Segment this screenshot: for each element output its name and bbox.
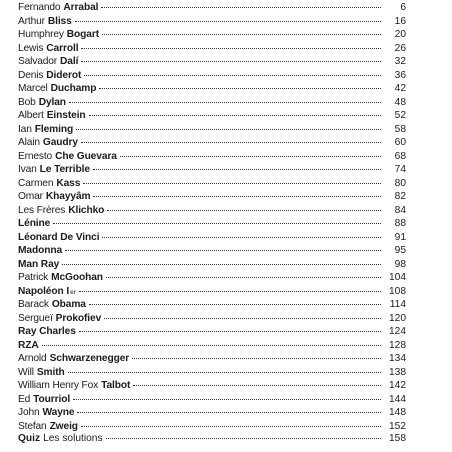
- entry-last-name: Smith: [36, 366, 65, 378]
- toc-entry: [18, 190, 406, 204]
- dot-leader: [68, 372, 381, 373]
- entry-page-number: 36: [394, 69, 406, 81]
- entry-last-name: Dalí: [60, 56, 79, 67]
- entry-page-number: 42: [394, 83, 406, 94]
- entry-last-name: Talbot: [101, 380, 131, 391]
- entry-first-name: Ernesto: [18, 150, 53, 162]
- entry-last-name: Prokofiev: [55, 312, 102, 324]
- entry-page-number: 88: [394, 218, 406, 229]
- entry-last-name: Diderot: [46, 69, 82, 81]
- entry-page-number: 144: [389, 393, 406, 405]
- entry-page-number: 138: [389, 366, 406, 378]
- toc-entry: [18, 217, 406, 231]
- entry-page-number: 120: [389, 312, 406, 324]
- quiz-page-number: 158: [389, 433, 406, 444]
- dot-leader: [120, 156, 381, 157]
- toc-entry: [18, 258, 406, 272]
- dot-leader: [99, 88, 381, 89]
- entry-first-name: Alain: [18, 137, 40, 148]
- entry-first-name: Arthur: [18, 15, 45, 27]
- toc-entry: [18, 420, 406, 434]
- toc-entry: [18, 244, 406, 258]
- entry-page-number: 58: [394, 123, 406, 135]
- dot-leader: [107, 210, 381, 211]
- entry-page-number: 32: [394, 56, 406, 67]
- dot-leader: [89, 115, 381, 116]
- toc-entry: [18, 177, 406, 191]
- dot-leader: [76, 129, 381, 130]
- entry-page-number: 148: [389, 407, 406, 418]
- toc-entry: [18, 204, 406, 218]
- entry-first-name: Fernando: [18, 2, 61, 13]
- toc-entry: [18, 82, 406, 96]
- entry-first-name: Arnold: [18, 353, 47, 364]
- entry-first-name: Ivan: [18, 164, 37, 175]
- entry-page-number: 104: [389, 272, 406, 283]
- entry-first-name: Omar: [18, 191, 43, 202]
- dot-leader: [106, 438, 381, 439]
- toc-entry: [18, 379, 406, 393]
- entry-superscript: er: [70, 288, 76, 296]
- entry-last-name: Bliss: [47, 15, 72, 27]
- toc-entry: [18, 109, 406, 123]
- entry-first-name: Bob: [18, 96, 36, 108]
- entry-page-number: 16: [394, 15, 406, 27]
- entry-last-name: McGoohan: [51, 272, 103, 283]
- dot-leader: [106, 277, 381, 278]
- entry-page-number: 108: [389, 285, 406, 297]
- entry-page-number: 98: [394, 258, 406, 270]
- toc-entry: [18, 325, 406, 339]
- dot-leader: [132, 358, 381, 359]
- entry-page-number: 84: [394, 204, 406, 216]
- toc-entry: [18, 28, 406, 42]
- toc-entry: [18, 150, 406, 164]
- dot-leader: [53, 223, 381, 224]
- entry-page-number: 114: [389, 299, 406, 310]
- entry-last-name: Schwarzenegger: [49, 353, 130, 364]
- dot-leader: [81, 48, 381, 49]
- entry-page-number: 95: [394, 245, 406, 256]
- toc-entry: [18, 15, 406, 29]
- toc-entry: [18, 96, 406, 110]
- dot-leader: [133, 385, 381, 386]
- entry-first-name: Barack: [18, 299, 49, 310]
- dot-leader: [89, 304, 381, 305]
- entry-first-name: Lewis: [18, 42, 44, 54]
- entry-first-name: Stefan: [18, 420, 47, 432]
- entry-page-number: 142: [389, 380, 406, 391]
- toc-entry: [18, 312, 406, 326]
- entry-last-name: Klichko: [68, 204, 105, 216]
- entry-last-name: Khayyâm: [45, 191, 91, 202]
- dot-leader: [73, 399, 381, 400]
- entry-page-number: 68: [394, 150, 406, 162]
- quiz-entry: [18, 432, 406, 446]
- entry-last-name: Napoléon I: [18, 285, 70, 297]
- dot-leader: [93, 196, 381, 197]
- toc-entry: [18, 42, 406, 56]
- dot-leader: [42, 345, 381, 346]
- toc-entry: [18, 163, 406, 177]
- toc-entry: [18, 285, 406, 299]
- dot-leader: [75, 21, 381, 22]
- entry-last-name: Arrabal: [63, 2, 99, 13]
- entry-last-name: Duchamp: [50, 83, 97, 94]
- entry-page-number: 152: [389, 420, 406, 432]
- entry-first-name: Ed: [18, 393, 31, 405]
- entry-page-number: 48: [394, 96, 406, 108]
- toc-entry: [18, 352, 406, 366]
- entry-last-name: Zweig: [49, 420, 78, 432]
- dot-leader: [104, 318, 381, 319]
- entry-page-number: 26: [394, 42, 406, 54]
- entry-first-name: Carmen: [18, 177, 54, 189]
- quiz-label: Quiz: [18, 433, 41, 444]
- dot-leader: [69, 102, 381, 103]
- entry-first-name: Salvador: [18, 56, 58, 67]
- entry-last-name: Bogart: [66, 29, 100, 40]
- entry-first-name: Marcel: [18, 83, 48, 94]
- dot-leader: [102, 34, 381, 35]
- dot-leader: [81, 61, 381, 62]
- dot-leader: [79, 291, 381, 292]
- entry-last-name: Gaudry: [42, 137, 78, 148]
- entry-last-name: Ray Charles: [18, 326, 76, 337]
- entry-last-name: Tourriol: [33, 393, 71, 405]
- entry-page-number: 128: [389, 339, 406, 351]
- toc-entry: [18, 393, 406, 407]
- entry-page-number: 80: [394, 177, 406, 189]
- entry-last-name: Dylan: [38, 96, 66, 108]
- entry-last-name: Léonard De Vinci: [18, 231, 100, 243]
- entry-page-number: 6: [400, 2, 406, 13]
- entry-first-name: William Henry Fox: [18, 380, 99, 391]
- toc-entry: [18, 136, 406, 150]
- entry-last-name: Man Ray: [18, 258, 60, 270]
- entry-first-name: Will: [18, 366, 34, 378]
- entry-first-name: Patrick: [18, 272, 49, 283]
- dot-leader: [77, 412, 381, 413]
- entry-last-name: Carroll: [46, 42, 79, 54]
- dot-leader: [81, 142, 381, 143]
- toc-entry: [18, 366, 406, 380]
- quiz-description: Les solutions: [43, 433, 103, 444]
- toc-entry: [18, 69, 406, 83]
- toc-entry: [18, 406, 406, 420]
- toc-entry: [18, 1, 406, 15]
- dot-leader: [84, 75, 381, 76]
- dot-leader: [62, 264, 381, 265]
- entry-last-name: Obama: [51, 299, 86, 310]
- entry-first-name: Albert: [18, 110, 44, 121]
- toc-entry: [18, 339, 406, 353]
- entry-last-name: Le Terrible: [39, 164, 90, 175]
- dot-leader: [81, 426, 381, 427]
- entry-first-name: Denis: [18, 69, 44, 81]
- dot-leader: [93, 169, 381, 170]
- entry-page-number: 52: [394, 110, 406, 121]
- entry-page-number: 60: [394, 137, 406, 148]
- entry-last-name: Madonna: [18, 245, 63, 256]
- entry-last-name: Kass: [56, 177, 81, 189]
- entry-last-name: Einstein: [46, 110, 86, 121]
- entry-page-number: 91: [394, 231, 406, 243]
- entry-page-number: 124: [389, 326, 406, 337]
- entry-last-name: Lénine: [18, 218, 51, 229]
- table-of-contents: [18, 1, 406, 433]
- entry-first-name: Humphrey: [18, 29, 64, 40]
- toc-entry: [18, 271, 406, 285]
- entry-last-name: Che Guevara: [55, 150, 117, 162]
- entry-page-number: 82: [394, 191, 406, 202]
- entry-first-name: John: [18, 407, 40, 418]
- entry-last-name: Wayne: [42, 407, 75, 418]
- dot-leader: [83, 183, 381, 184]
- entry-last-name: RZA: [18, 339, 39, 351]
- entry-page-number: 74: [394, 164, 406, 175]
- entry-last-name: Fleming: [34, 123, 74, 135]
- dot-leader: [101, 7, 381, 8]
- entry-page-number: 134: [389, 353, 406, 364]
- dot-leader: [79, 331, 381, 332]
- entry-page-number: 20: [394, 29, 406, 40]
- entry-first-name: Sergueï: [18, 312, 53, 324]
- toc-entry: [18, 231, 406, 245]
- dot-leader: [102, 237, 381, 238]
- dot-leader: [65, 250, 381, 251]
- toc-entry: [18, 298, 406, 312]
- toc-entry: [18, 55, 406, 69]
- toc-entry: [18, 123, 406, 137]
- entry-first-name: Les Frères: [18, 204, 66, 216]
- entry-first-name: Ian: [18, 123, 32, 135]
